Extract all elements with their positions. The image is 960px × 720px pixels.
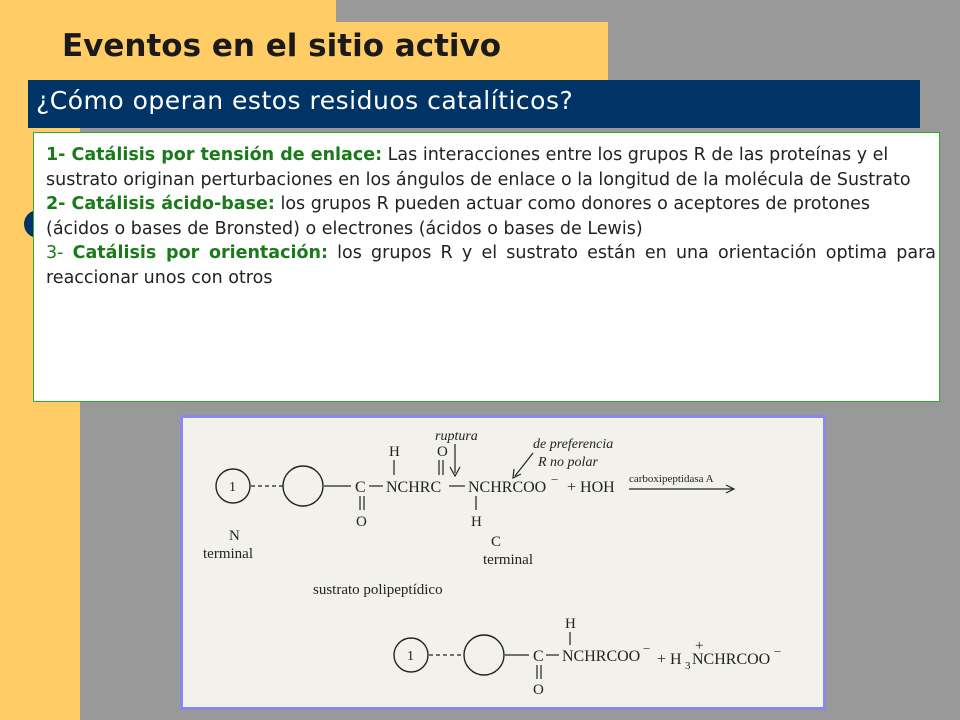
product-plus-h: + H	[657, 651, 682, 668]
oxygen-bottom: O	[356, 514, 367, 530]
item-2-label: 2- Catálisis ácido-base:	[46, 194, 275, 214]
charge-minus-1: −	[551, 472, 559, 487]
product-residue-circle-2	[464, 635, 504, 675]
group-nchrcoo: NCHRCOO	[468, 479, 547, 496]
product-minus-2: −	[774, 644, 782, 659]
carbon-c1: C	[355, 479, 366, 496]
item-3-text: los grupos R y el sustrato están en una orientación optima para reaccionar unos con otros	[46, 243, 937, 288]
content-text-box	[33, 132, 940, 402]
reaction-diagram	[183, 418, 823, 707]
product-hydrogen: H	[565, 616, 576, 632]
enzyme-label: carboxipeptidasa A	[629, 473, 714, 485]
item-1	[46, 143, 936, 192]
slide-subtitle: ¿Cómo operan estos residuos catalíticos?	[36, 86, 574, 115]
n-label: N	[229, 528, 240, 544]
item-2-text: los grupos R pueden actuar como donores o aceptores de protones (ácidos o bases de Bronsted) o electrones (ácidos o bases de Lewis)	[46, 194, 871, 239]
item-3-label: Catálisis por orientación:	[72, 243, 328, 263]
c-terminal-label: terminal	[483, 552, 533, 568]
item-1-text: Las interacciones entre los grupos R de las proteínas y el sustrato originan perturbaciones en los ángulos de enlace o la longitud de la molécula de Sustrato	[46, 145, 911, 190]
content-text	[46, 143, 936, 290]
ruptura-label: ruptura	[435, 429, 478, 444]
substrate-label: sustrato polipeptídico	[313, 582, 443, 598]
product-carbon: C	[533, 648, 544, 665]
preferencia-arrow	[515, 453, 533, 476]
reaction-figure	[180, 415, 826, 710]
residue-num-1: 1	[229, 480, 236, 495]
preferencia-label-2: R no polar	[538, 455, 598, 470]
c-label: C	[491, 534, 502, 550]
item-3-prefix: 3-	[46, 243, 73, 263]
product-minus-1: −	[643, 641, 651, 656]
item-2	[46, 192, 936, 241]
product-group-2: NCHRCOO	[692, 651, 771, 668]
preferencia-label-1: de preferencia	[533, 437, 614, 452]
item-3	[46, 241, 936, 290]
plus-hoh: + HOH	[567, 479, 615, 496]
group-nchrc: NCHRC	[386, 479, 442, 496]
product-oxygen: O	[533, 682, 544, 698]
product-plus-charge: +	[695, 638, 704, 654]
product-group-nchrcoo: NCHRCOO	[562, 648, 641, 665]
residue-circle-2	[283, 466, 323, 506]
product-subscript-3: 3	[685, 660, 691, 672]
oxygen-top: O	[437, 444, 448, 460]
item-1-label: 1- Catálisis por tensión de enlace:	[46, 145, 383, 165]
product-residue-num: 1	[407, 649, 414, 664]
hydrogen-top: H	[389, 444, 400, 460]
slide-title: Eventos en el sitio activo	[62, 28, 502, 64]
hydrogen-bottom: H	[471, 514, 482, 530]
n-terminal-label: terminal	[203, 546, 253, 562]
